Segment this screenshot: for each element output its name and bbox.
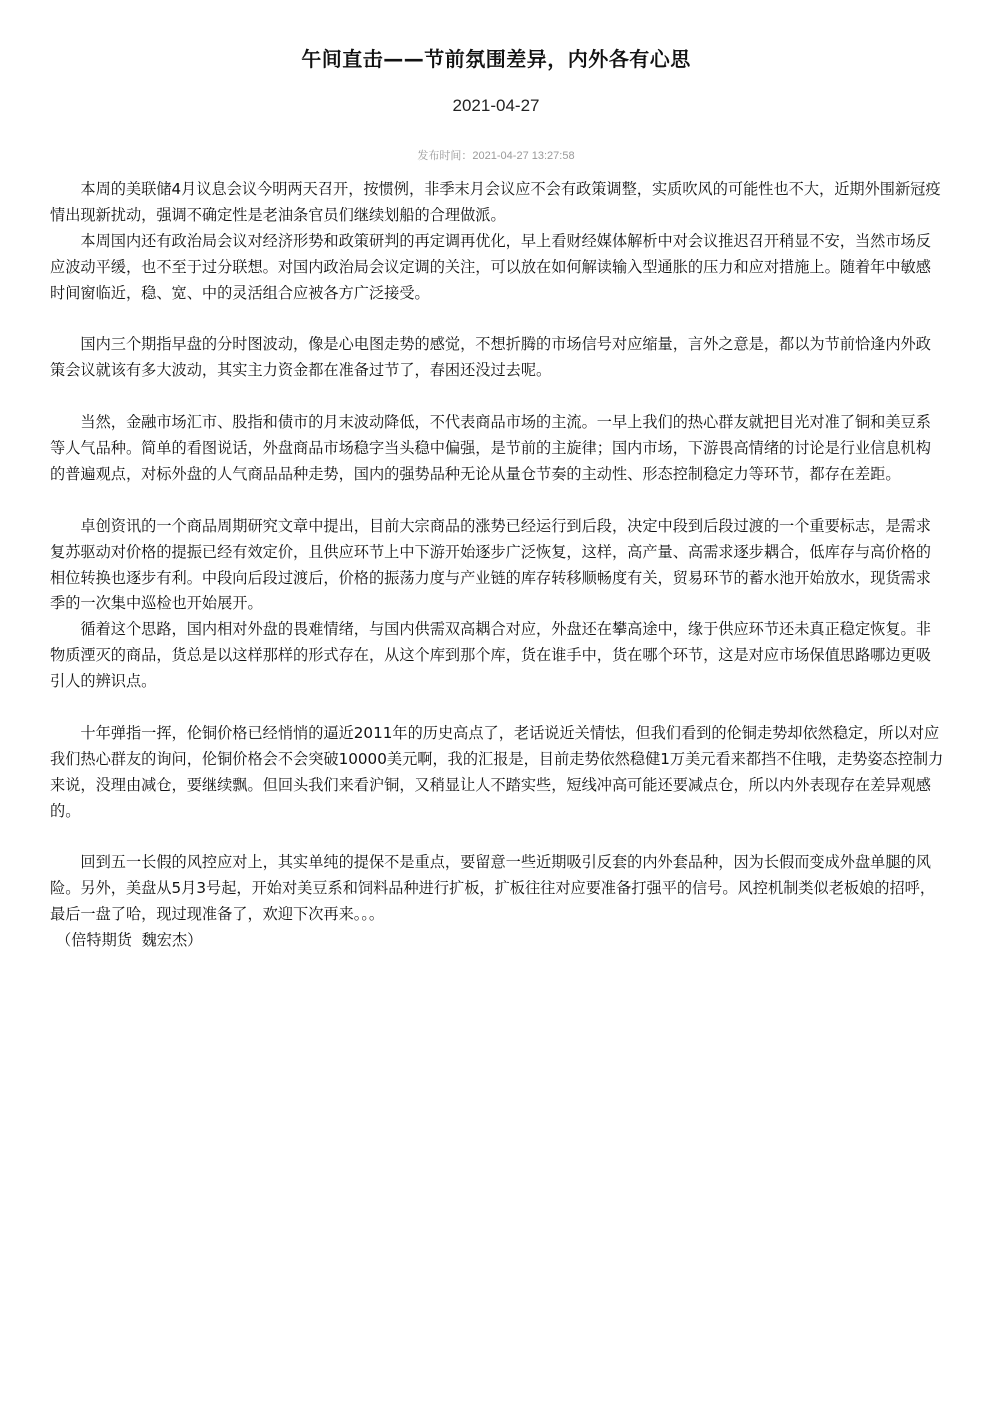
paragraph-commodity-cycle: 卓创资讯的一个商品周期研究文章中提出，目前大宗商品的涨势已经运行到后段，决定中段到后段过渡的一个重要标志，是需求复苏驱动对价格的提振已经有效定价，且供应环节上中下游开始逐步广泛恢复，这样，高产量、高需求逐步耦合，低库存与高价格的相位转换也逐步有利。中段向后段过渡后，价格的振荡力度与产业链的库存转移顺畅度有关，贸易环节的蓄水池开始放水，现货需求季的一次集中巡检也开始展开。 (50, 516, 931, 613)
article-title: 午间直击——节前氛围差异，内外各有心思 (301, 47, 691, 71)
paragraph-copper: 十年弹指一挥，伦铜价格已经悄悄的逼近2011年的历史高点了，老话说近关情怯，但我们看到的伦铜走势却依然稳定，所以对应我们热心群友的询问，伦铜价格会不会突破10000美元啊，我的汇报是，目前走势依然稳健1万美元看来都挡不住哦，走势姿态控制力来说，没理由减仓，要继续飘。但回头我们来看沪铜，又稍显让人不踏实些，短线冲高可能还要减点仓，所以内外表现存在差异观感的。 (50, 723, 944, 820)
paragraph-commodities: 当然，金融市场汇市、股指和债市的月末波动降低，不代表商品市场的主流。一早上我们的热心群友就把目光对准了铜和美豆系等人气品种。简单的看图说话，外盘商品市场稳字当头稳中偏强，是节前的主旋律；国内市场，下游畏高情绪的讨论是行业信息机构的普遍观点，对标外盘的人气商品品种走势，国内的强势品种无论从量仓节奏的主动性、形态控制稳定力等环节，都存在差距。 (50, 413, 931, 483)
paragraph-gap (50, 825, 944, 851)
paragraph-gap (50, 488, 944, 514)
paragraph-supply-demand: 循着这个思路，国内相对外盘的畏难情绪，与国内供需双高耦合对应，外盘还在攀高途中，缘于供应环节还未真正稳定恢复。非物质湮灭的商品，货总是以这样那样的形式存在，从这个库到那个库，货在谁手中，货在哪个环节，这是对应市场保值思路哪边更吸引人的辨识点。 (50, 620, 931, 691)
publish-time-label: 发布时间： (417, 149, 473, 162)
publish-time-line (0, 148, 992, 164)
article-date: 2021-04-27 (452, 96, 540, 115)
paragraph-risk-control: 回到五一长假的风控应对上，其实单纯的提保不是重点，要留意一些近期吸引反套的内外套品种，因为长假而变成外盘单腿的风险。另外，美盘从5月3号起，开始对美豆系和饲料品种进行扩板，扩板往往对应要准备打强平的信号。风控机制类似老板娘的招呼，最后一盘了哈，现过现准备了，欢迎下次再来。。。 (50, 853, 936, 924)
paragraph-stock-index: 国内三个期指早盘的分时图波动，像是心电图走势的感觉，不想折腾的市场信号对应缩量，言外之意是，都以为节前恰逢内外政策会议就该有多大波动，其实主力资金都在准备过节了，春困还没过去呢。 (50, 335, 931, 380)
author-signature: （倍特期货 魏宏杰） (56, 931, 203, 950)
publish-time-value: 2021-04-27 13:27:58 (472, 150, 575, 162)
paragraph-gap (50, 695, 944, 721)
article-body (50, 177, 944, 954)
paragraph-politburo-meeting: 本周国内还有政治局会议对经济形势和政策研判的再定调再优化，早上看财经媒体解析中对会议推迟召开稍显不安，当然市场反应波动平缓，也不至于过分联想。对国内政治局会议定调的关注，可以放在如何解读输入型通胀的压力和应对措施上。随着年中敏感时间窗临近，稳、宽、中的灵活组合应被各方广泛接受。 (50, 231, 931, 302)
paragraph-fed-meeting: 本周的美联储4月议息会议今明两天召开，按惯例，非季末月会议应不会有政策调整，实质吹风的可能性也不大，近期外围新冠疫情出现新扰动，强调不确定性是老油条官员们继续划船的合理做派。 (50, 180, 941, 224)
paragraph-gap (50, 384, 944, 410)
paragraph-gap (50, 307, 944, 333)
